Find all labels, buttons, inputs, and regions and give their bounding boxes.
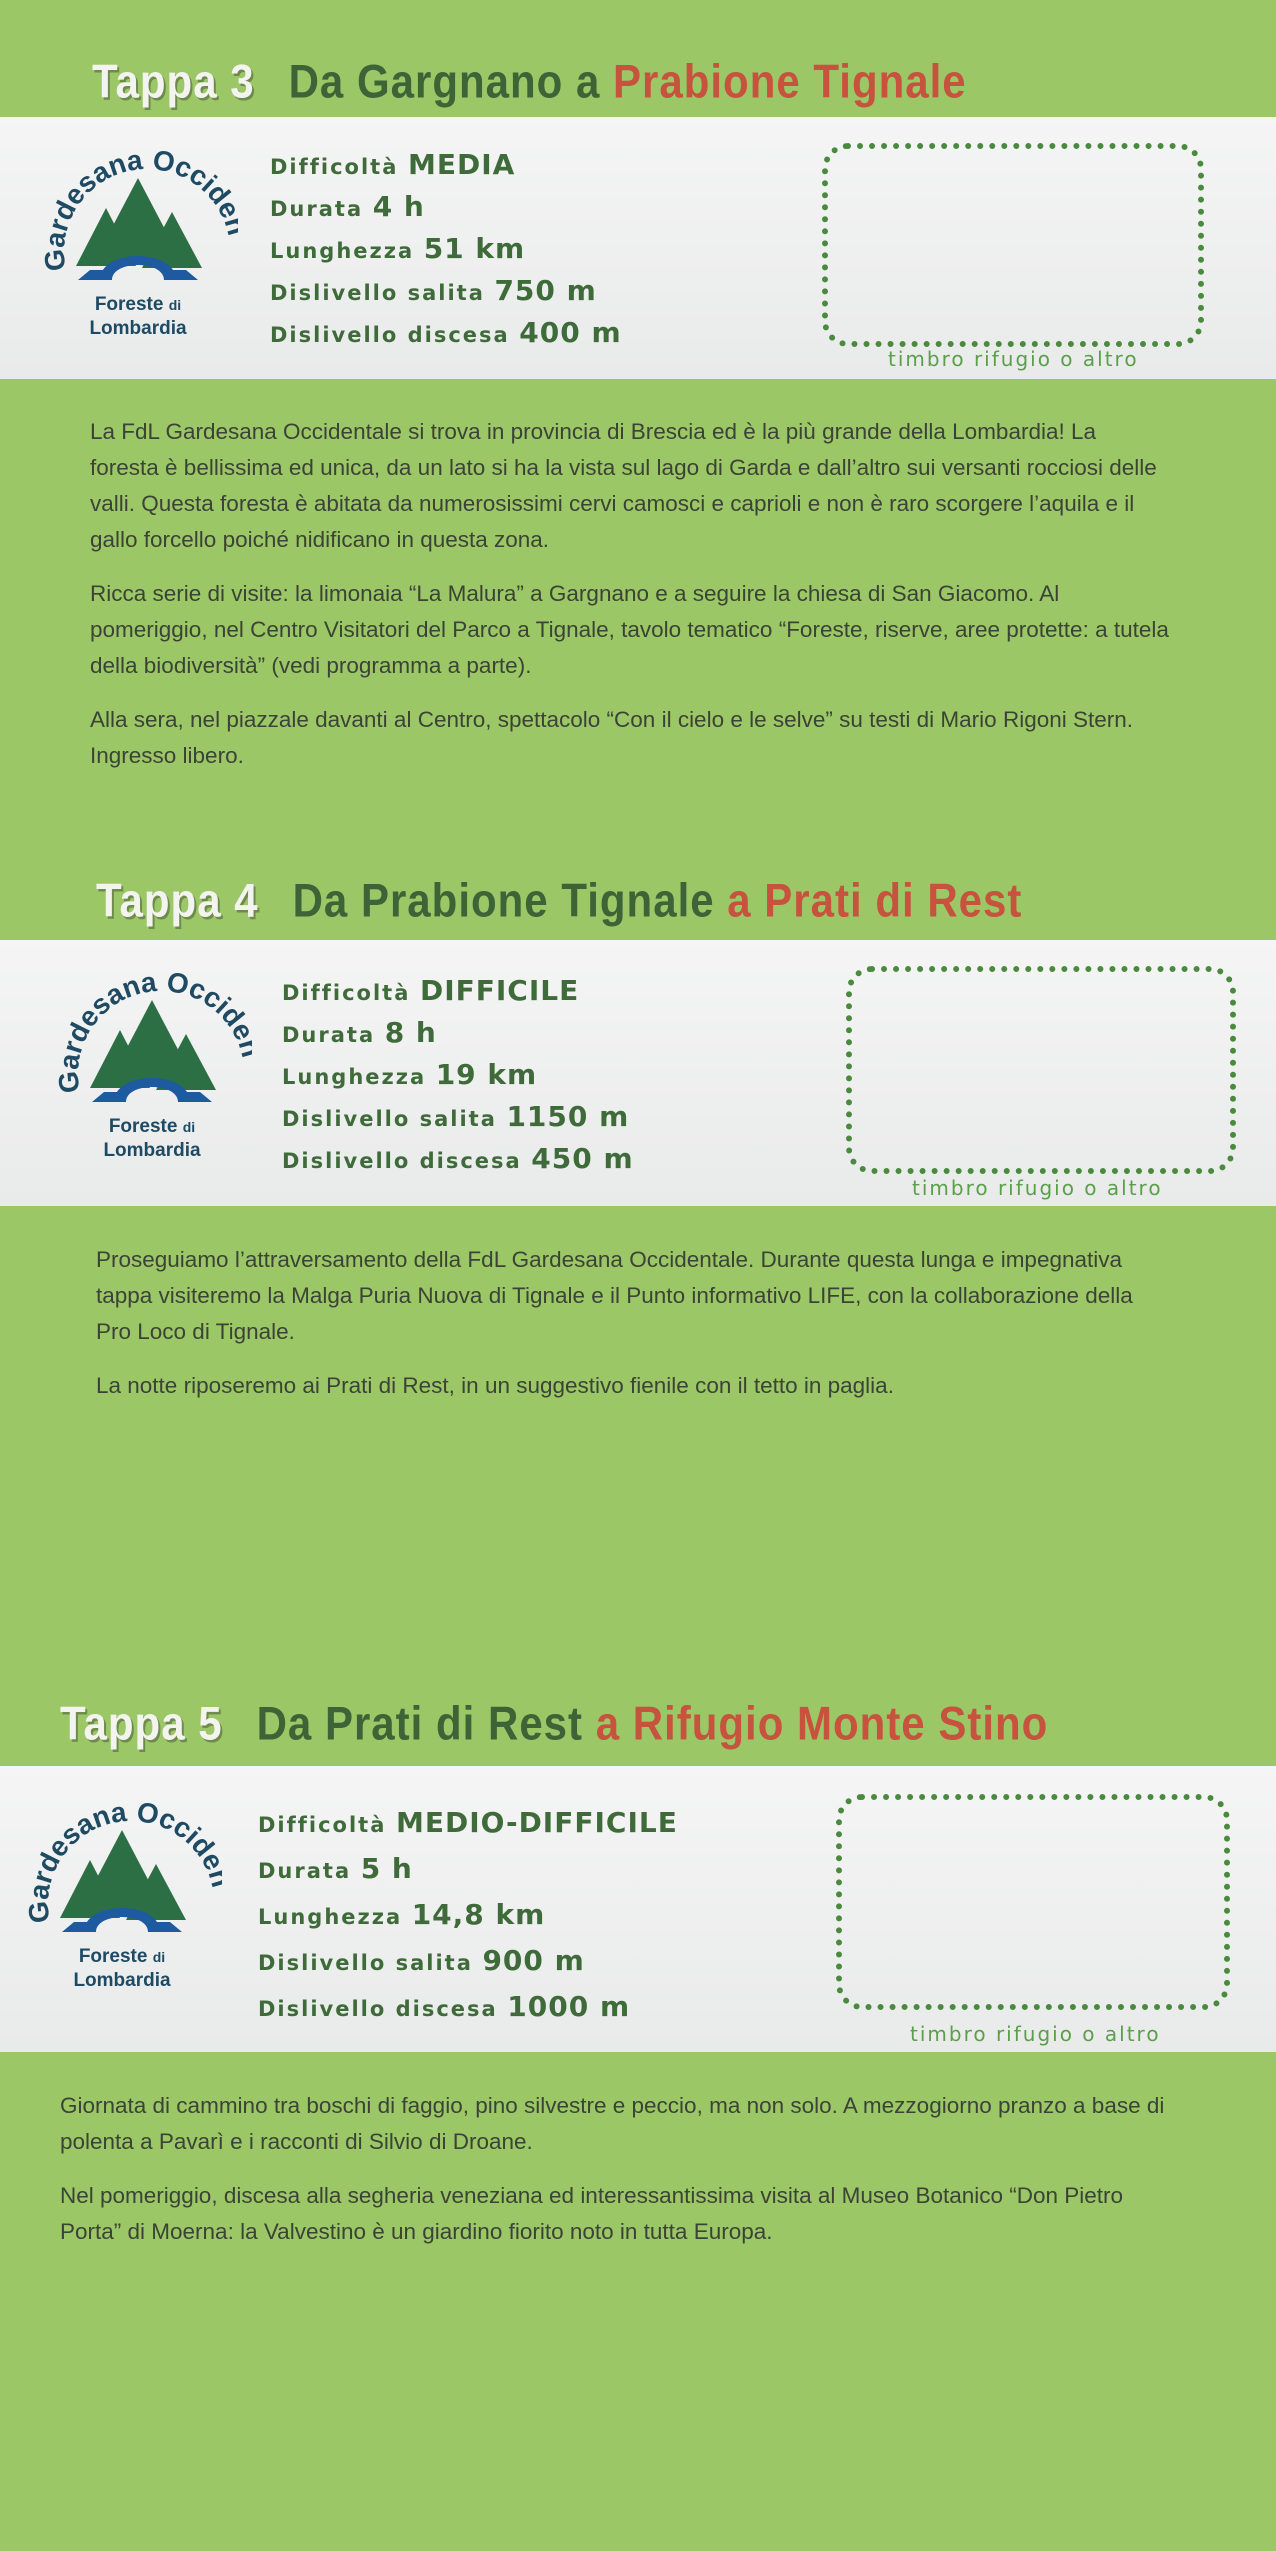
svg-text:Gardesana Occidentale: Gardesana Occid [22,1795,221,1925]
descent-row: Dislivello discesa 1000 m [258,1990,631,2023]
ascent-row: Dislivello salita 750 m [270,274,597,307]
difficulty-value: DIFFICILE [419,974,580,1007]
stage-title [60,1696,1048,1752]
paragraph: La FdL Gardesana Occidentale si trova in provincia di Brescia ed è la più grande della Lombardia! La foresta è bellissima ed unica, da un lato si ha la vista sul lago di Garda e dall’altro sui versanti rocciosi delle valli. Questa foresta è abitata da numerosissimi cervi camosci e caprioli e non è raro scorgere l’aquila e il gallo forcello poiché nidificano in questa zona. [90,419,1157,552]
descent-value: 400 m [519,316,622,349]
duration-value: 5 h [360,1852,413,1885]
stage-description [96,1242,1156,1422]
stage-title-from: Da Prabione Tignale [292,874,715,927]
logo-emblem-icon [22,1790,222,2000]
stamp-box [846,966,1236,1174]
paragraph: La notte riposeremo ai Prati di Rest, in un suggestivo fienile con il tetto in paglia. [96,1373,894,1398]
duration-row: Durata 5 h [258,1852,413,1885]
stage-title [96,873,1022,929]
duration-value: 4 h [372,190,425,223]
stage-number: Tappa 3 [92,55,255,108]
stage-title-to: Prabione Tignale [613,55,967,108]
stage-stats [282,970,634,1180]
stage-number: Tappa 4 [96,874,259,927]
paragraph: Nel pomeriggio, discesa alla segheria veneziana ed interessantissima visita al Museo Botanico “Don Pietro Porta” di Moerna: la Valvestino è un giardino fiorito noto in tutta Europa. [60,2183,1124,2244]
difficulty-row: Difficoltà MEDIA [270,148,516,181]
duration-row: Durata 4 h [270,190,425,223]
descent-row: Dislivello discesa 400 m [270,316,622,349]
svg-text:Gardesana Occidentale: Gardesana Occid [38,143,237,273]
ascent-value: 750 m [494,274,597,307]
logo-emblem-icon [52,960,252,1170]
duration-row: Durata 8 h [282,1016,437,1049]
ascent-row: Dislivello salita 900 m [258,1944,585,1977]
paragraph: Giornata di cammino tra boschi di faggio, pino silvestre e peccio, ma non solo. A mezzogiorno pranzo a base di polenta a Pavarì e i racconti di Silvio di Droane. [60,2093,1165,2154]
stamp-box [822,143,1204,347]
ascent-value: 1150 m [506,1100,630,1133]
ascent-value: 900 m [482,1944,585,1977]
svg-text:Foreste di: Foreste di [108,1116,196,1137]
svg-text:Foreste di: Foreste di [94,294,182,315]
svg-text:Lombardia: Lombardia [103,1140,201,1161]
stamp-label: timbro rifugio o altro [912,1176,1163,1200]
stage-stats [270,144,622,354]
svg-text:Lombardia: Lombardia [73,1970,171,1991]
foreste-lombardia-logo [38,138,238,348]
svg-text:Lombardia: Lombardia [89,318,187,339]
stage-stats [258,1800,678,2030]
paragraph: Proseguiamo l’attraversamento della FdL Gardesana Occidentale. Durante questa lunga e impegnativa tappa visiteremo la Malga Puria Nuova di Tignale e il Punto informativo LIFE, con la collaborazione della Pro Loco di Tignale. [96,1247,1133,1344]
difficulty-value: MEDIO-DIFFICILE [395,1806,678,1839]
stamp-box [836,1794,1230,2010]
paragraph: Ricca serie di visite: la limonaia “La Malura” a Gargnano e a seguire la chiesa di San Giacomo. Al pomeriggio, nel Centro Visitatori del Parco a Tignale, tavolo tematico “Foreste, riserve, aree protette: a tutela della biodiversità” (vedi programma a parte). [90,581,1169,678]
descent-value: 1000 m [507,1990,631,2023]
length-row: Lunghezza 51 km [270,232,526,265]
length-value: 14,8 km [411,1898,546,1931]
difficulty-value: MEDIA [407,148,516,181]
paragraph: Alla sera, nel piazzale davanti al Centro, spettacolo “Con il cielo e le selve” su testi di Mario Rigoni Stern. Ingresso libero. [90,707,1134,768]
stage-description [60,2088,1190,2268]
length-value: 19 km [435,1058,538,1091]
stage-title-to: a Rifugio Monte Stino [595,1697,1049,1750]
stage-title [92,54,967,110]
stage-title-from: Da Gargnano a [288,55,601,108]
svg-text:Gardesana Occidentale: Gardesana Occid [52,965,251,1095]
stage-title-from: Da Prati di Rest [256,1697,584,1750]
stamp-label: timbro rifugio o altro [910,2022,1161,2046]
foreste-lombardia-logo [22,1790,222,2000]
stage-title-to: a Prati di Rest [727,874,1023,927]
descent-row: Dislivello discesa 450 m [282,1142,634,1175]
svg-text:Foreste di: Foreste di [78,1946,166,1967]
length-value: 51 km [423,232,526,265]
length-row: Lunghezza 19 km [282,1058,538,1091]
stage-number: Tappa 5 [60,1697,223,1750]
logo-emblem-icon [38,138,238,348]
difficulty-row: Difficoltà MEDIO-DIFFICILE [258,1806,678,1839]
foreste-lombardia-logo [52,960,252,1170]
ascent-row: Dislivello salita 1150 m [282,1100,630,1133]
length-row: Lunghezza 14,8 km [258,1898,546,1931]
difficulty-row: Difficoltà DIFFICILE [282,974,580,1007]
stage-description [90,414,1170,792]
duration-value: 8 h [384,1016,437,1049]
descent-value: 450 m [531,1142,634,1175]
stamp-label: timbro rifugio o altro [888,347,1139,371]
